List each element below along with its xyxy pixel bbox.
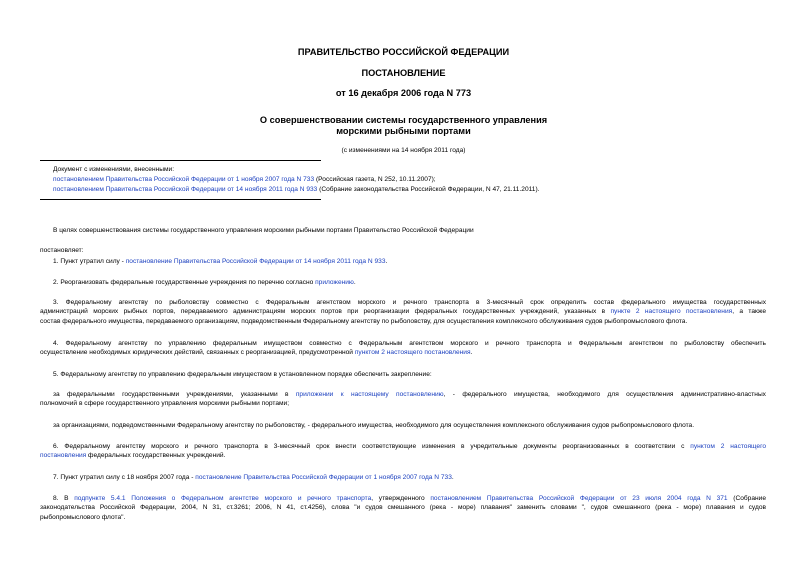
amend-link-933[interactable]: постановлением Правительства Российской Федерации от 14 ноября 2011 года N 933 xyxy=(53,186,318,193)
document-title-line-1: О совершенствовании системы государственного управления xyxy=(259,115,548,125)
paragraph-7: 7. Пункт утратил силу с 18 ноября 2007 года - постановление Правительства Российской Федерации от 1 ноября 2007 года N 733. xyxy=(53,474,454,481)
paragraph-8 xyxy=(40,494,766,522)
p6-line-1: 6. Федеральному агентству морского и речного транспорта в 3-месячный срок внести соответствующие изменения в учредительные документы реорганизованных в соответствии с пунктом 2 настоящего xyxy=(53,443,766,450)
amended-note: (с изменениями на 14 ноября 2011 года) xyxy=(341,147,466,154)
amend-box-top-rule xyxy=(40,160,321,161)
p3-line-1: 3. Федеральному агентству по рыболовству совместно с Федеральным агентством морского и речного транспорта в 3-месячный срок определить состав федерального имущества государственных xyxy=(53,299,766,306)
p6-clause2-link-b[interactable]: постановления xyxy=(40,452,87,460)
p6-line-2: постановления федеральных государственных учреждений. xyxy=(40,452,226,460)
p3-line-3: состав федерального имущества, передаваемого организациям, подведомственным Федеральному агентству по рыболовству, для осуществления комплексного обслуживания судов рыбопромыслового флота. xyxy=(40,317,688,325)
document-date: от 16 декабря 2006 года N 773 xyxy=(335,88,472,98)
p8-decree-371-link[interactable]: постановлением Правительства Российской Федерации от 23 июля 2004 года N 371 xyxy=(430,495,728,502)
p4-clause2-link[interactable]: пунктом 2 настоящего постановления xyxy=(354,349,471,357)
paragraph-6 xyxy=(40,442,766,461)
p5a-annex-link[interactable]: приложении к настоящему постановлению xyxy=(295,391,444,398)
p8-line-2: законодательства Российской Федерации, 2004, N 31, ст.3261; 2006, N 41, ст.4256), слова "и судов смешанного (река - море) плавания" заменить словами ", судов смешанного (река - море) плавания и судов xyxy=(40,504,766,512)
p8-regulation-link[interactable]: подпункте 5.4.1 Положения о Федеральном агентстве морского и речного транспорта xyxy=(74,495,372,502)
p4-line-1: 4. Федеральному агентству по управлению федеральным имуществом совместно с Федеральным агентством морского и речного транспорта и Федеральным агентством по рыболовству обеспечить xyxy=(53,340,766,347)
paragraph-5a xyxy=(40,390,766,409)
decides-label: постановляет: xyxy=(40,247,84,254)
document-title-line-2: морскими рыбными портами xyxy=(336,126,471,136)
paragraph-3 xyxy=(40,298,766,326)
amend-box-bottom-rule xyxy=(40,199,321,200)
amend-box-label: Документ с изменениями, внесенными: xyxy=(53,166,175,173)
p1-link-933[interactable]: постановление Правительства Российской Федерации от 14 ноября 2011 года N 933 xyxy=(125,258,386,265)
document-type: ПОСТАНОВЛЕНИЕ xyxy=(361,68,446,78)
p4-line-2: осуществление необходимых юридических действий, связанных с реорганизацией, предусмотренной пунктом 2 настоящего постановления. xyxy=(40,349,473,357)
p2-annex-link[interactable]: приложению xyxy=(315,279,354,286)
p6-clause2-link-a[interactable]: пунктом 2 настоящего xyxy=(690,443,766,450)
paragraph-5: 5. Федеральному агентству по управлению федеральным имуществом в установленном порядке обеспечить закрепление: xyxy=(53,371,432,378)
p8-line-3: рыбопромыслового флота". xyxy=(40,513,126,521)
amend-link-733[interactable]: постановлением Правительства Российской Федерации от 1 ноября 2007 года N 733 xyxy=(53,176,315,183)
p5a-line-2: полномочий в сфере государственного управления морскими рыбными портами; xyxy=(40,400,290,408)
p5a-line-1: за федеральными государственными учреждениями, указанными в приложении к настоящему постановлению, - федерального имущества, необходимого для осуществления административно-властных xyxy=(53,391,766,398)
p8-line-1: 8. В подпункте 5.4.1 Положения о Федеральном агентстве морского и речного транспорта, утвержденного постановлением Правительства Российской Федерации от 23 июля 2004 года N 371 (Собрание xyxy=(53,495,767,502)
paragraph-2: 2. Реорганизовать федеральные государственные учреждения по перечню согласно приложению. xyxy=(53,279,356,286)
preamble: В целях совершенствования системы государственного управления морскими рыбными портами Правительство Российской Федерации xyxy=(53,227,474,234)
p3-line-2: администраций морских рыбных портов, передаваемого администрациям морских портов при реорганизации федеральных государственных учреждений, указанных в пункте 2 настоящего постановления, а также xyxy=(40,308,766,316)
amend-box-line-2: постановлением Правительства Российской Федерации от 14 ноября 2011 года N 933 (Собрание законодательства Российской Федерации, N 47, 21.11.2011). xyxy=(53,186,540,193)
amend-box-line-1: постановлением Правительства Российской Федерации от 1 ноября 2007 года N 733 (Российская газета, N 252, 10.11.2007); xyxy=(53,176,436,183)
paragraph-5b: за организациями, подведомственными Федеральному агентству по рыболовству, - федерального имущества, необходимого для осуществления комплексного обслуживания судов рыбопромыслового флота. xyxy=(53,422,695,429)
government-heading: ПРАВИТЕЛЬСТВО РОССИЙСКОЙ ФЕДЕРАЦИИ xyxy=(297,47,510,57)
paragraph-4 xyxy=(40,339,766,358)
paragraph-1: 1. Пункт утратил силу - постановление Правительства Российской Федерации от 14 ноября 2011 года N 933. xyxy=(53,258,388,265)
p3-clause2-link[interactable]: пункте 2 настоящего постановления xyxy=(610,308,733,316)
p7-link-733[interactable]: постановление Правительства Российской Федерации от 1 ноября 2007 года N 733 xyxy=(195,474,452,481)
